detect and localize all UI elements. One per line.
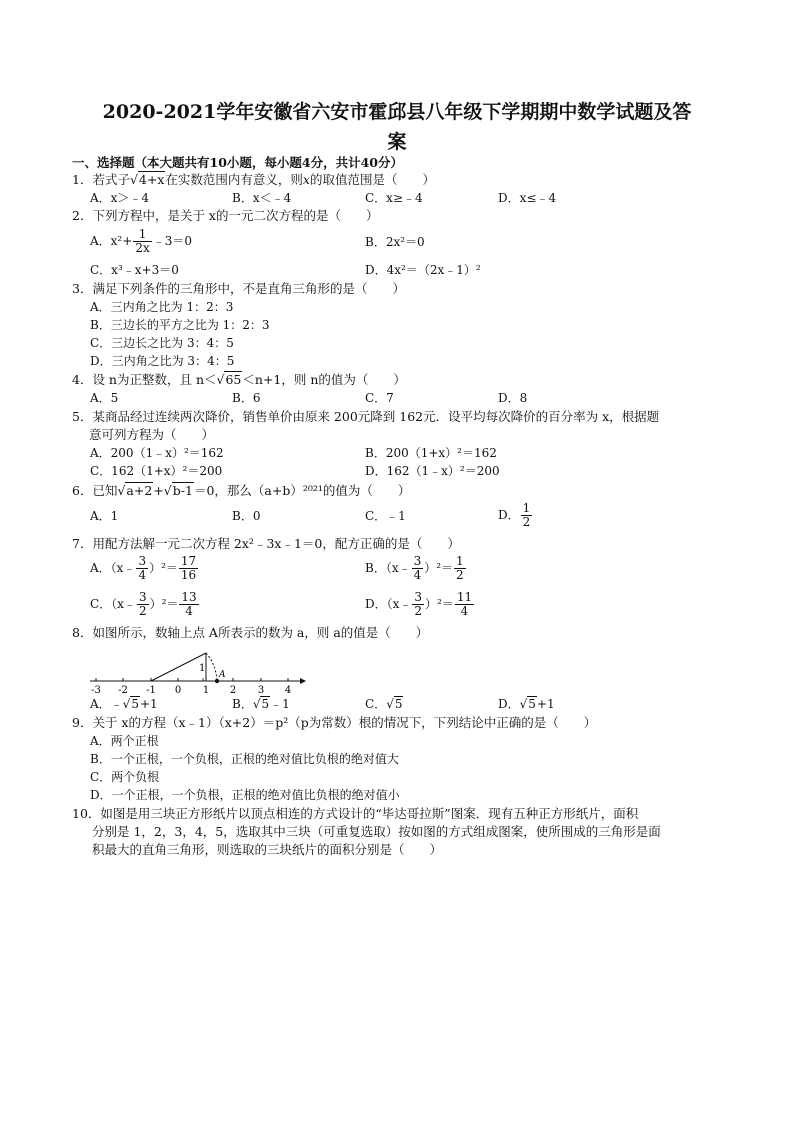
q8-option-c [365,696,403,712]
q1-text-2: 的取值范围是（ ） [309,172,435,187]
q5-option-b: B．200（1+x）²＝162 [365,446,497,460]
q1-var: x [302,172,310,187]
question-10-line-3: 积最大的直角三角形，则选取的三块纸片的面积分别是（ ） [92,842,443,857]
q2-option-c: C．x³﹣x+3＝0 [90,263,179,277]
q7-a-frac-1 [136,555,148,582]
radical-sign: √ [117,483,126,498]
q7-d-mid: ）²＝ [425,597,454,611]
hypotenuse [151,653,206,681]
radical-sign: √ [252,697,261,711]
q8-option-b [232,696,290,712]
q8-c-prefix: C． [365,697,387,711]
q7-option-a [90,555,199,582]
q1-option-d: D．x≤﹣4 [498,191,557,205]
q7-c-num-2: 13 [181,590,197,604]
q7-d-frac-2 [455,591,474,618]
q8-a-suffix: +1 [139,697,158,711]
side-length-label: 1 [199,663,206,674]
q2-a-numerator: 1 [133,228,151,242]
question-2: 2．下列方程中，是关于 x的一元二次方程的是（ ） [72,208,379,223]
radical-sign: √ [122,697,131,711]
q6-d-denominator: 2 [522,515,531,529]
q7-a-den-1: 4 [138,568,147,582]
radical-sign: √ [129,172,138,187]
arrow-head [300,678,306,684]
tick-label: 3 [257,685,265,696]
q4-option-b: B．6 [232,391,261,405]
q6-prefix: 6．已知 [72,483,118,498]
q4-prefix: 4．设 n为正整数，且 n＜ [72,372,217,387]
q6-radicand-2: b-1 [172,483,193,498]
q6-d-fraction [521,502,533,529]
tick-label: -3 [91,685,101,696]
question-8: 8．如图所示，数轴上点 A所表示的数为 a，则 a的值是（ ） [72,625,429,640]
q8-option-d [498,696,555,712]
q7-b-frac-2 [454,555,466,582]
q6-option-b: B．0 [232,509,261,523]
q7-b-den-2: 2 [456,568,464,582]
q3-option-a: A．三内角之比为 1：2：3 [90,300,234,314]
page-title [60,97,734,157]
radical-sign: √ [386,697,394,711]
question-5-line-1: 5．某商品经过连续两次降价，销售单价由原来 200元降到 162元．设平均每次降价的百分率为 x，根据题 [72,409,660,424]
q8-d-suffix: +1 [536,697,555,711]
q7-d-num-1: 3 [414,590,423,604]
q7-b-mid: ）²＝ [424,561,454,575]
q3-option-d: D．三内角之比为 3：4：5 [90,354,235,368]
q8-c-radicand: 5 [394,697,403,711]
q7-a-num-2: 17 [180,554,197,568]
q7-c-mid: ）²＝ [149,597,179,611]
q7-c-den-1: 2 [138,604,147,618]
q8-b-suffix: ﹣1 [270,697,290,711]
q6-d-numerator: 1 [522,501,531,515]
q1-text: 在实数范围内有意义，则 [165,172,303,187]
q7-d-num-2: 11 [456,590,473,604]
q7-b-num-2: 1 [456,554,464,568]
number-line-figure [86,644,308,696]
q2-option-d: D．4x²＝（2x﹣1）² [365,263,481,277]
title-line-1: 2020-2021学年安徽省六安市霍邱县八年级下学期期中数学试题及答 [102,101,692,123]
q5-option-c: C．162（1+x）²＝200 [90,464,223,478]
q6-option-d [498,502,533,529]
q9-option-c: C．两个负根 [90,770,160,784]
q2-option-a [90,228,192,255]
q7-a-num-1: 3 [138,554,147,568]
arc-dashed [206,653,217,681]
question-10-line-2: 分别是 1，2，3，4，5，选取其中三块（可重复选取）按如图的方式组成图案，使所围成的三角形是面 [92,824,661,839]
q5-option-a: A．200（1﹣x）²＝162 [90,446,224,460]
q8-b-radicand: 5 [261,697,270,711]
q1-option-b: B．x＜﹣4 [232,191,292,205]
q4-option-a: A．5 [90,391,119,405]
q7-d-den-1: 2 [414,604,423,618]
q8-a-prefix: A．﹣ [90,697,123,711]
q7-option-d [365,591,475,618]
q7-c-den-2: 4 [185,604,193,618]
q2-option-b: B．2x²＝0 [365,235,425,249]
tick-label: 0 [174,685,182,696]
q7-b-num-1: 3 [413,554,422,568]
q6-suffix: ＝0，那么（a+b）²⁰²¹的值为（ ） [193,483,411,498]
q6-plus: + [153,483,164,498]
q6-option-c: C．﹣1 [365,509,406,523]
q3-option-b: B．三边长的平方之比为 1：2：3 [90,318,270,332]
title-line-2: 案 [387,131,407,153]
q2-a-suffix: ﹣3＝0 [152,234,192,248]
q2-a-prefix: A．x²+ [90,234,133,248]
q6-radicand-1: a+2 [126,483,153,498]
q7-b-label: B．（x﹣ [365,561,411,575]
tick-label: -2 [118,685,128,696]
q7-a-den-2: 16 [180,568,197,582]
q8-d-radicand: 5 [528,697,536,711]
q9-option-a: A．两个正根 [90,734,159,748]
q8-a-radicand: 5 [131,697,139,711]
q3-option-c: C．三边长之比为 3：4：5 [90,336,234,350]
q7-a-label: A．（x﹣ [90,561,136,575]
q6-option-a: A．1 [90,509,119,523]
q8-d-prefix: D． [498,697,520,711]
tick-label: -1 [146,685,156,696]
q7-c-label: C．（x﹣ [90,597,136,611]
q4-suffix: ＜n+1，则 n的值为（ ） [242,372,406,387]
radical-sign: √ [519,697,528,711]
q7-option-c [90,591,200,618]
q7-b-frac-1 [412,555,424,582]
radical-sign: √ [216,372,225,387]
q6-d-prefix: D． [498,508,520,522]
q1-option-a: A．x＞﹣4 [90,191,150,205]
point-a-label: A [219,670,226,680]
q4-option-c: C．7 [365,391,394,405]
section-heading: 一、选择题（本大题共有10小题，每小题4分，共计40分） [72,155,403,170]
q7-d-den-2: 4 [460,604,469,618]
q2-a-fraction [133,228,151,255]
q7-a-mid: ）²＝ [149,561,178,575]
q8-b-prefix: B． [232,697,253,711]
q2-a-denominator: 2x [135,241,150,255]
q7-c-num-1: 3 [138,590,147,604]
tick-label: 4 [284,685,292,696]
q8-option-a [90,696,158,712]
question-7: 7．用配方法解一元二次方程 2x²﹣3x﹣1＝0，配方正确的是（ ） [72,536,460,551]
q9-option-d: D．一个正根，一个负根，正根的绝对值比负根的绝对值小 [90,788,400,802]
q1-radicand: 4+x [138,172,165,187]
q9-option-b: B．一个正根，一个负根，正根的绝对值比负根的绝对值大 [90,752,399,766]
question-6 [72,482,410,499]
q7-d-frac-1 [412,591,424,618]
question-9: 9．关于 x的方程（x﹣1）（x+2）＝p²（p为常数）根的情况下，下列结论中正确的是（ ） [72,715,597,730]
q7-b-den-1: 4 [413,568,422,582]
q1-option-c: C．x≥﹣4 [365,191,423,205]
question-10-line-1: 10．如图是用三块正方形纸片以顶点相连的方式设计的“毕达哥拉斯”图案．现有五种正方形纸片，面积 [72,806,639,821]
question-3: 3．满足下列条件的三角形中，不是直角三角形的是（ ） [72,281,405,296]
q4-option-d: D．8 [498,391,528,405]
question-4 [72,371,406,388]
q5-option-d: D．162（1﹣x）²＝200 [365,464,500,478]
tick-label: 1 [202,685,210,696]
tick-label: 2 [229,685,237,696]
q7-option-b [365,555,467,582]
q4-radicand: 65 [225,372,242,387]
question-5-line-2: 意可列方程为（ ） [89,427,215,442]
q7-a-frac-2 [179,555,198,582]
q1-prefix: 1．若式子 [72,172,130,187]
q7-c-frac-2 [179,591,198,618]
q7-d-label: D．（x﹣ [365,597,412,611]
radical-sign: √ [163,483,172,498]
question-1 [72,171,435,188]
q7-c-frac-1 [137,591,149,618]
